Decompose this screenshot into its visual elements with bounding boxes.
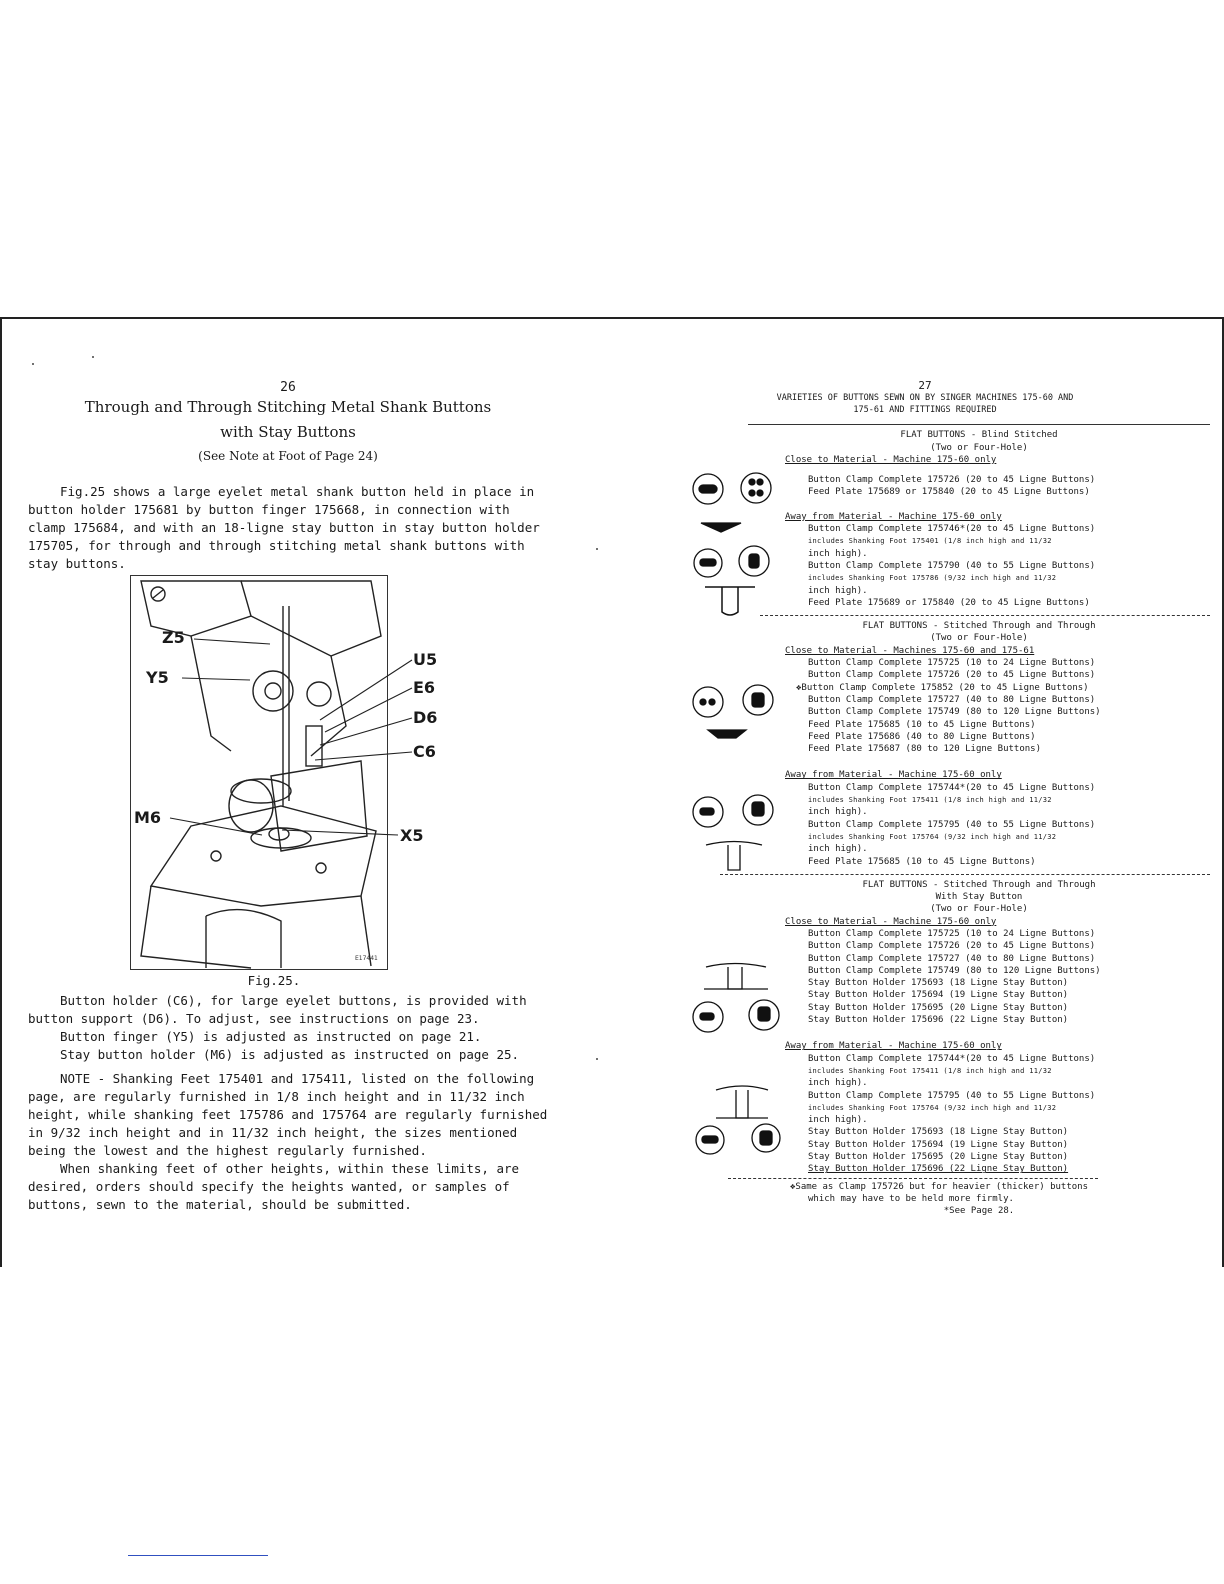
entry-line: ❖Button Clamp Complete 175852 (20 to 45 Ligne Buttons): [796, 682, 1089, 693]
callout-d6: D6: [413, 708, 438, 727]
page-number-right: 27: [918, 379, 932, 392]
page-top-border: [0, 317, 1224, 319]
bottom-link-underline: [128, 1555, 268, 1556]
paragraph-m6: Stay button holder (M6) is adjusted as instructed on page 25.: [60, 1047, 520, 1062]
speck: [596, 548, 598, 550]
left-title: Through and Through Stitching Metal Shank Buttons: [84, 398, 492, 416]
entry-line: Feed Plate 175689 or 175840 (20 to 45 Ligne Buttons): [808, 487, 1090, 498]
paragraph-c6: Button holder (C6), for large eyelet buttons, is provided with button support (D6). To adjust, see instructions on page 23.: [28, 993, 527, 1026]
group-label: Close to Material - Machine 175-60 only: [785, 916, 997, 927]
entry-line: Stay Button Holder 175696 (22 Ligne Stay Button): [808, 1164, 1069, 1175]
entry-line: Button Clamp Complete 175795 (40 to 55 Ligne Buttons): [808, 1090, 1096, 1101]
left-subtitle: (See Note at Foot of Page 24): [198, 449, 378, 463]
callout-u5: U5: [413, 650, 438, 669]
entry-line: Button Clamp Complete 175749 (80 to 120 Ligne Buttons): [808, 965, 1101, 976]
paragraph-y5: Button finger (Y5) is adjusted as instructed on page 21.: [60, 1029, 482, 1044]
intro-paragraph: Fig.25 shows a large eyelet metal shank button held in place in button holder 175681 by button finger 175668, in connection with clamp 175684, and with an 18-ligne stay button in stay button holder 175705, for through and through stitching metal shank buttons with stay buttons.: [28, 484, 540, 571]
group-entries: [808, 928, 1210, 1026]
group-label: Close to Material - Machines 175-60 and 175-61: [785, 645, 1035, 656]
entry-line: Feed Plate 175686 (40 to 80 Ligne Buttons): [808, 731, 1036, 742]
entry-line: Stay Button Holder 175693 (18 Ligne Stay Button): [808, 1127, 1069, 1138]
entry-line: Button Clamp Complete 175746*(20 to 45 Ligne Buttons): [808, 524, 1096, 535]
footnote-see-page: *See Page 28.: [943, 1206, 1015, 1217]
left-body: [28, 992, 548, 1214]
section-sub: (Two or Four-Hole): [930, 442, 1028, 453]
speck: [92, 356, 94, 358]
stay-button-icons: [686, 955, 796, 1055]
section-heading: FLAT BUTTONS - Stitched Through and Through: [862, 621, 1096, 632]
entry-line: Button Clamp Complete 175725 (10 to 24 Ligne Buttons): [808, 658, 1096, 669]
group-entries: [796, 657, 1210, 755]
entry-line: Button Clamp Complete 175725 (10 to 24 Ligne Buttons): [808, 928, 1096, 939]
entry-line: inch high).: [808, 1078, 868, 1089]
callout-e6: E6: [413, 678, 436, 697]
entry-line: includes Shanking Foot 175786 (9/32 inch high and 11/32: [808, 574, 1057, 583]
through-button-icons: [686, 680, 786, 750]
page-left-border: [0, 317, 2, 1267]
entry-line: Button Clamp Complete 175726 (20 to 45 Ligne Buttons): [808, 670, 1096, 681]
note-paragraph: NOTE - Shanking Feet 175401 and 175411, listed on the following page, are regularly furnished in 1/8 inch height and in 11/32 inch height, while shanking feet 175786 and 175764 are regularly furnished in 9/32 inch height and in 11/32 inch height, the sizes mentioned being the lowest and the highest regularly furnished.: [28, 1071, 548, 1158]
section-sub: (Two or Four-Hole): [930, 633, 1028, 644]
entry-line: Feed Plate 175685 (10 to 45 Ligne Buttons): [808, 856, 1036, 867]
group-label: Away from Material - Machine 175-60 only: [785, 770, 1002, 781]
entry-line: Button Clamp Complete 175726 (20 to 45 Ligne Buttons): [808, 941, 1096, 952]
intro-block: [28, 483, 548, 573]
callout-x5: X5: [400, 826, 424, 845]
entry-line: includes Shanking Foot 175411 (1/8 inch high and 11/32: [808, 1066, 1052, 1075]
entry-line: inch high).: [808, 585, 868, 596]
blind-stitched-button-icons: [686, 468, 786, 580]
shanking-paragraph: When shanking feet of other heights, within these limits, are desired, orders should specify the heights wanted, or samples of buttons, sewn to the material, should be submitted.: [28, 1161, 520, 1212]
right-title-2: 175-61 AND FITTINGS REQUIRED: [853, 405, 997, 416]
entry-line: Stay Button Holder 175695 (20 Ligne Stay Button): [808, 1002, 1069, 1013]
right-title-1: VARIETIES OF BUTTONS SEWN ON BY SINGER MACHINES 175-60 AND: [776, 393, 1074, 404]
group-entries: [808, 474, 1210, 499]
entry-line: Feed Plate 175689 or 175840 (20 to 45 Ligne Buttons): [808, 597, 1090, 608]
page-number-left: 26: [280, 380, 296, 395]
group-entries: [808, 523, 1210, 609]
footnote-firmly: which may have to be held more firmly.: [808, 1193, 1014, 1204]
entry-line: Stay Button Holder 175694 (19 Ligne Stay Button): [808, 990, 1069, 1001]
section-heading: FLAT BUTTONS - Stitched Through and Through: [862, 879, 1096, 890]
entry-line: Button Clamp Complete 175727 (40 to 80 Ligne Buttons): [808, 694, 1096, 705]
group-label: Close to Material - Machine 175-60 only: [785, 454, 997, 465]
entry-line: Feed Plate 175687 (80 to 120 Ligne Buttons): [808, 744, 1041, 755]
entry-line: Button Clamp Complete 175749 (80 to 120 Ligne Buttons): [808, 707, 1101, 718]
left-title-2: with Stay Buttons: [220, 423, 356, 441]
callout-z5: Z5: [162, 628, 185, 647]
divider: [720, 874, 1210, 875]
callout-m6: M6: [134, 808, 162, 827]
callout-y5: Y5: [146, 668, 169, 687]
entry-line: includes Shanking Foot 175764 (9/32 inch high and 11/32: [808, 1103, 1057, 1112]
entry-line: Button Clamp Complete 175726 (20 to 45 Ligne Buttons): [808, 475, 1096, 486]
divider: [760, 615, 1210, 616]
speck: [32, 363, 34, 365]
entry-line: inch high).: [808, 548, 868, 559]
divider: [728, 1178, 1098, 1179]
shank-foot-icon: [700, 582, 760, 622]
entry-line: includes Shanking Foot 175411 (1/8 inch high and 11/32: [808, 796, 1052, 805]
through-away-icons: [686, 790, 786, 880]
group-entries: [808, 782, 1210, 868]
left-page: [28, 380, 548, 573]
group-label: Away from Material - Machine 175-60 only: [785, 511, 1002, 522]
group-entries: [808, 1053, 1210, 1176]
section-heading: FLAT BUTTONS - Blind Stitched: [900, 430, 1058, 441]
stay-away-icons: [686, 1080, 796, 1170]
entry-line: inch high).: [808, 1115, 868, 1126]
entry-line: includes Shanking Foot 175401 (1/8 inch high and 11/32: [808, 537, 1052, 546]
entry-line: Button Clamp Complete 175795 (40 to 55 Ligne Buttons): [808, 819, 1096, 830]
entry-line: Feed Plate 175685 (10 to 45 Ligne Buttons): [808, 719, 1036, 730]
footnote-clamp: ❖Same as Clamp 175726 but for heavier (thicker) buttons: [790, 1181, 1089, 1192]
section-sub: (Two or Four-Hole): [930, 904, 1028, 915]
section-sub2: With Stay Button: [935, 892, 1023, 903]
entry-line: Button Clamp Complete 175744*(20 to 45 Ligne Buttons): [808, 782, 1096, 793]
entry-line: Stay Button Holder 175695 (20 Ligne Stay Button): [808, 1152, 1069, 1163]
entry-line: Button Clamp Complete 175727 (40 to 80 Ligne Buttons): [808, 953, 1096, 964]
entry-line: Stay Button Holder 175694 (19 Ligne Stay Button): [808, 1139, 1069, 1150]
entry-line: Stay Button Holder 175693 (18 Ligne Stay Button): [808, 978, 1069, 989]
figure-caption: Fig.25.: [247, 973, 301, 988]
speck: [596, 1058, 598, 1060]
entry-line: includes Shanking Foot 175764 (9/32 inch high and 11/32: [808, 832, 1057, 841]
entry-line: inch high).: [808, 844, 868, 855]
entry-line: Button Clamp Complete 175790 (40 to 55 Ligne Buttons): [808, 560, 1096, 571]
divider: [748, 424, 1210, 425]
entry-line: Button Clamp Complete 175744*(20 to 45 Ligne Buttons): [808, 1053, 1096, 1064]
callout-c6: C6: [413, 742, 436, 761]
group-label: Away from Material - Machine 175-60 only: [785, 1041, 1002, 1052]
entry-line: inch high).: [808, 807, 868, 818]
figure-code: E17441: [355, 955, 378, 962]
entry-line: Stay Button Holder 175696 (22 Ligne Stay Button): [808, 1015, 1069, 1026]
